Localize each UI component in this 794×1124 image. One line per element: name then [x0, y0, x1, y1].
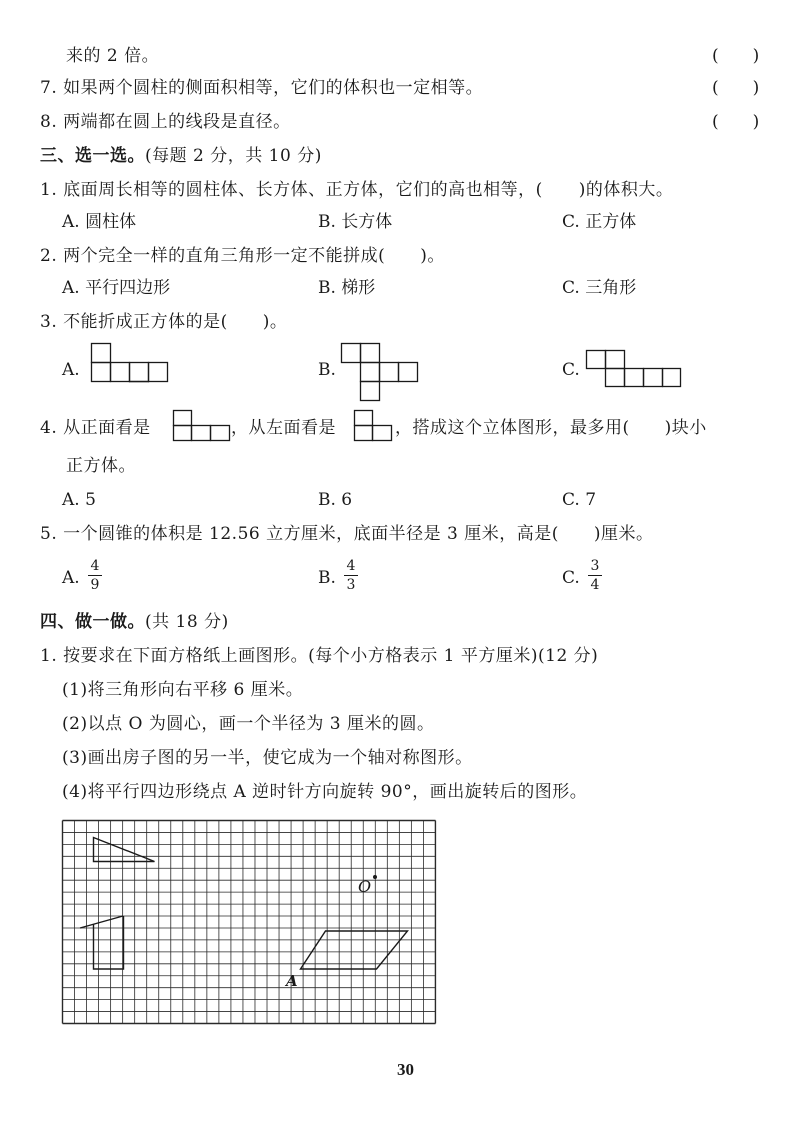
grid-lines [63, 821, 436, 1024]
point-o-dot [373, 875, 377, 879]
section4-heading [40, 612, 229, 632]
fraction-denominator: 3 [346, 577, 356, 593]
point-o-label: O [358, 877, 372, 896]
s3-q1-option-b[interactable]: B. 长方体 [318, 212, 393, 232]
page-number: 30 [397, 1060, 414, 1079]
fraction-numerator: 4 [90, 558, 100, 574]
s3-q4-option-b[interactable]: B. 6 [318, 490, 353, 510]
triangle-shape [94, 838, 155, 862]
section4-note: (共 18 分) [145, 612, 229, 632]
section3-note: (每题 2 分，共 10 分) [145, 146, 322, 166]
answer-paren-7[interactable]: ( ) [712, 78, 760, 98]
s3-q4-part-c: ，搭成这个立体图形，最多用( )块小 [395, 418, 707, 438]
s3-q2-option-b[interactable]: B. 梯形 [318, 278, 376, 298]
fraction-denominator: 9 [90, 577, 100, 593]
s3-q2-option-a[interactable]: A. 平行四边形 [62, 278, 171, 298]
judge-q7: 7. 如果两个圆柱的侧面积相等，它们的体积也一定相等。 [40, 78, 484, 98]
judge-q8: 8. 两端都在圆上的线段是直径。 [40, 112, 291, 132]
s3-q3-option-a[interactable]: A. [62, 360, 80, 380]
cube-net-b [341, 343, 419, 401]
fraction-numerator: 3 [590, 558, 600, 574]
s3-q5-option-b-fraction[interactable] [344, 558, 358, 593]
s3-q5-option-c-fraction[interactable] [588, 558, 602, 593]
s3-q5-option-a-fraction[interactable] [88, 558, 102, 593]
fraction-denominator: 4 [590, 577, 600, 593]
s3-q1-text-a: 1. 底面周长相等的圆柱体、长方体、正方体，它们的高也相等，( [40, 180, 543, 200]
s3-q1 [40, 180, 673, 200]
parallelogram-shape [301, 931, 408, 969]
section3-title: 三、选一选。 [40, 146, 145, 166]
judge-q6-continuation: 来的 2 倍。 [66, 46, 160, 66]
grid-paper[interactable] [62, 820, 438, 1026]
s3-q2: 2. 两个完全一样的直角三角形一定不能拼成( )。 [40, 246, 445, 266]
s3-q5: 5. 一个圆锥的体积是 12.56 立方厘米，底面半径是 3 厘米，高是( )厘米。 [40, 524, 654, 544]
fraction-bar [344, 575, 358, 576]
section4-title: 四、做一做。 [40, 612, 145, 632]
cube-net-c [586, 350, 682, 388]
answer-paren-6[interactable]: ( ) [712, 46, 760, 66]
front-view-figure [173, 410, 231, 442]
s3-q1-option-c[interactable]: C. 正方体 [562, 212, 637, 232]
point-a-label: A [286, 972, 298, 990]
s4-step-2: (2)以点 O 为圆心，画一个半径为 3 厘米的圆。 [62, 714, 435, 734]
answer-paren-8[interactable]: ( ) [712, 112, 760, 132]
fraction-numerator: 4 [346, 558, 356, 574]
cube-net-a [91, 343, 169, 383]
s4-q1: 1. 按要求在下面方格纸上画图形。(每个小方格表示 1 平方厘米)(12 分) [40, 646, 599, 666]
section3-heading [40, 146, 322, 166]
s3-q3-option-b[interactable]: B. [318, 360, 336, 380]
s3-q1-option-a[interactable]: A. 圆柱体 [62, 212, 137, 232]
s4-step-3: (3)画出房子图的另一半，使它成为一个轴对称图形。 [62, 748, 473, 768]
s3-q4-part-d: 正方体。 [66, 456, 136, 476]
s3-q2-option-c[interactable]: C. 三角形 [562, 278, 637, 298]
fraction-bar [588, 575, 602, 576]
s3-q5-option-a-prefix[interactable]: A. [62, 568, 80, 588]
s4-step-1: (1)将三角形向右平移 6 厘米。 [62, 680, 304, 700]
s3-q4-part-b: ，从左面看是 [231, 418, 336, 438]
s3-q1-text-b: )的体积大。 [578, 180, 674, 200]
left-view-figure [354, 410, 394, 442]
s3-q3-option-c[interactable]: C. [562, 360, 580, 380]
s3-q4-option-a[interactable]: A. 5 [62, 490, 96, 510]
fraction-bar [88, 575, 102, 576]
s3-q5-option-c-prefix[interactable]: C. [562, 568, 580, 588]
s3-q5-option-b-prefix[interactable]: B. [318, 568, 336, 588]
s4-step-4: (4)将平行四边形绕点 A 逆时针方向旋转 90°，画出旋转后的图形。 [62, 782, 588, 802]
s3-q3: 3. 不能折成正方体的是( )。 [40, 312, 288, 332]
s3-q4-part-a: 4. 从正面看是 [40, 418, 151, 438]
s3-q4-option-c[interactable]: C. 7 [562, 490, 597, 510]
